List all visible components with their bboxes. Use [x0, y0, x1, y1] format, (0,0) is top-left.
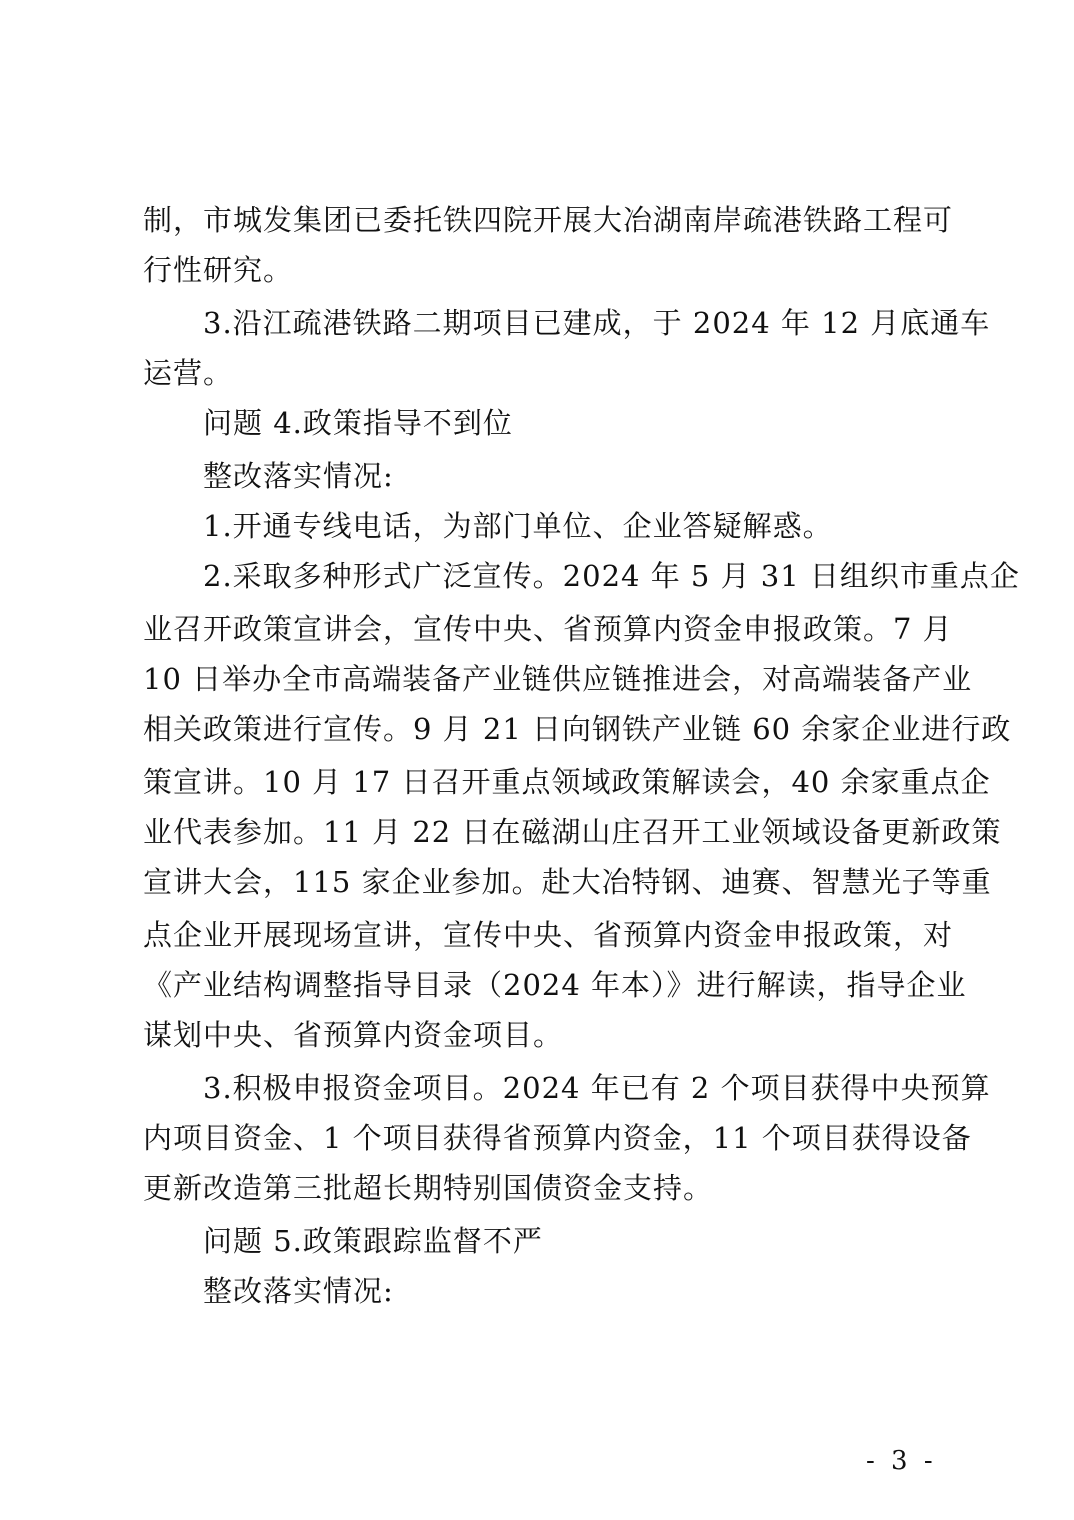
section-heading: 问题 4.政策指导不到位: [203, 406, 513, 440]
text-line: 10 日举办全市高端装备产业链供应链推进会，对高端装备产业: [143, 662, 973, 696]
text-line: 点企业开展现场宣讲，宣传中央、省预算内资金申报政策，对: [143, 918, 954, 952]
text-line: 行性研究。: [143, 253, 294, 287]
text-line: 2.采取多种形式广泛宣传。2024 年 5 月 31 日组织市重点企: [203, 559, 1020, 593]
text-line: 策宣讲。10 月 17 日召开重点领域政策解读会，40 余家重点企: [143, 765, 991, 799]
text-line: 《产业结构调整指导目录（2024 年本）》进行解读，指导企业: [143, 968, 967, 1002]
text-line: 更新改造第三批超长期特别国债资金支持。: [143, 1171, 714, 1205]
page-number: - 3 -: [866, 1446, 937, 1476]
text-line: 运营。: [143, 356, 234, 390]
text-line: 相关政策进行宣传。9 月 21 日向钢铁产业链 60 余家企业进行政: [143, 712, 1012, 746]
text-line: 业代表参加。11 月 22 日在磁湖山庄召开工业领域设备更新政策: [143, 815, 1002, 849]
text-line: 3.积极申报资金项目。2024 年已有 2 个项目获得中央预算: [203, 1071, 991, 1105]
section-subheading: 整改落实情况:: [203, 459, 394, 493]
section-heading: 问题 5.政策跟踪监督不严: [203, 1224, 543, 1258]
text-line: 宣讲大会，115 家企业参加。赴大冶特钢、迪赛、智慧光子等重: [143, 865, 992, 899]
section-subheading: 整改落实情况:: [203, 1274, 394, 1308]
text-line: 谋划中央、省预算内资金项目。: [143, 1018, 564, 1052]
text-line: 业召开政策宣讲会，宣传中央、省预算内资金申报政策。7 月: [143, 612, 953, 646]
text-line: 制，市城发集团已委托铁四院开展大冶湖南岸疏港铁路工程可: [143, 203, 954, 237]
text-line: 1.开通专线电话，为部门单位、企业答疑解惑。: [203, 509, 833, 543]
text-line: 内项目资金、1 个项目获得省预算内资金，11 个项目获得设备: [143, 1121, 972, 1155]
text-line: 3.沿江疏港铁路二期项目已建成，于 2024 年 12 月底通车: [203, 306, 991, 340]
